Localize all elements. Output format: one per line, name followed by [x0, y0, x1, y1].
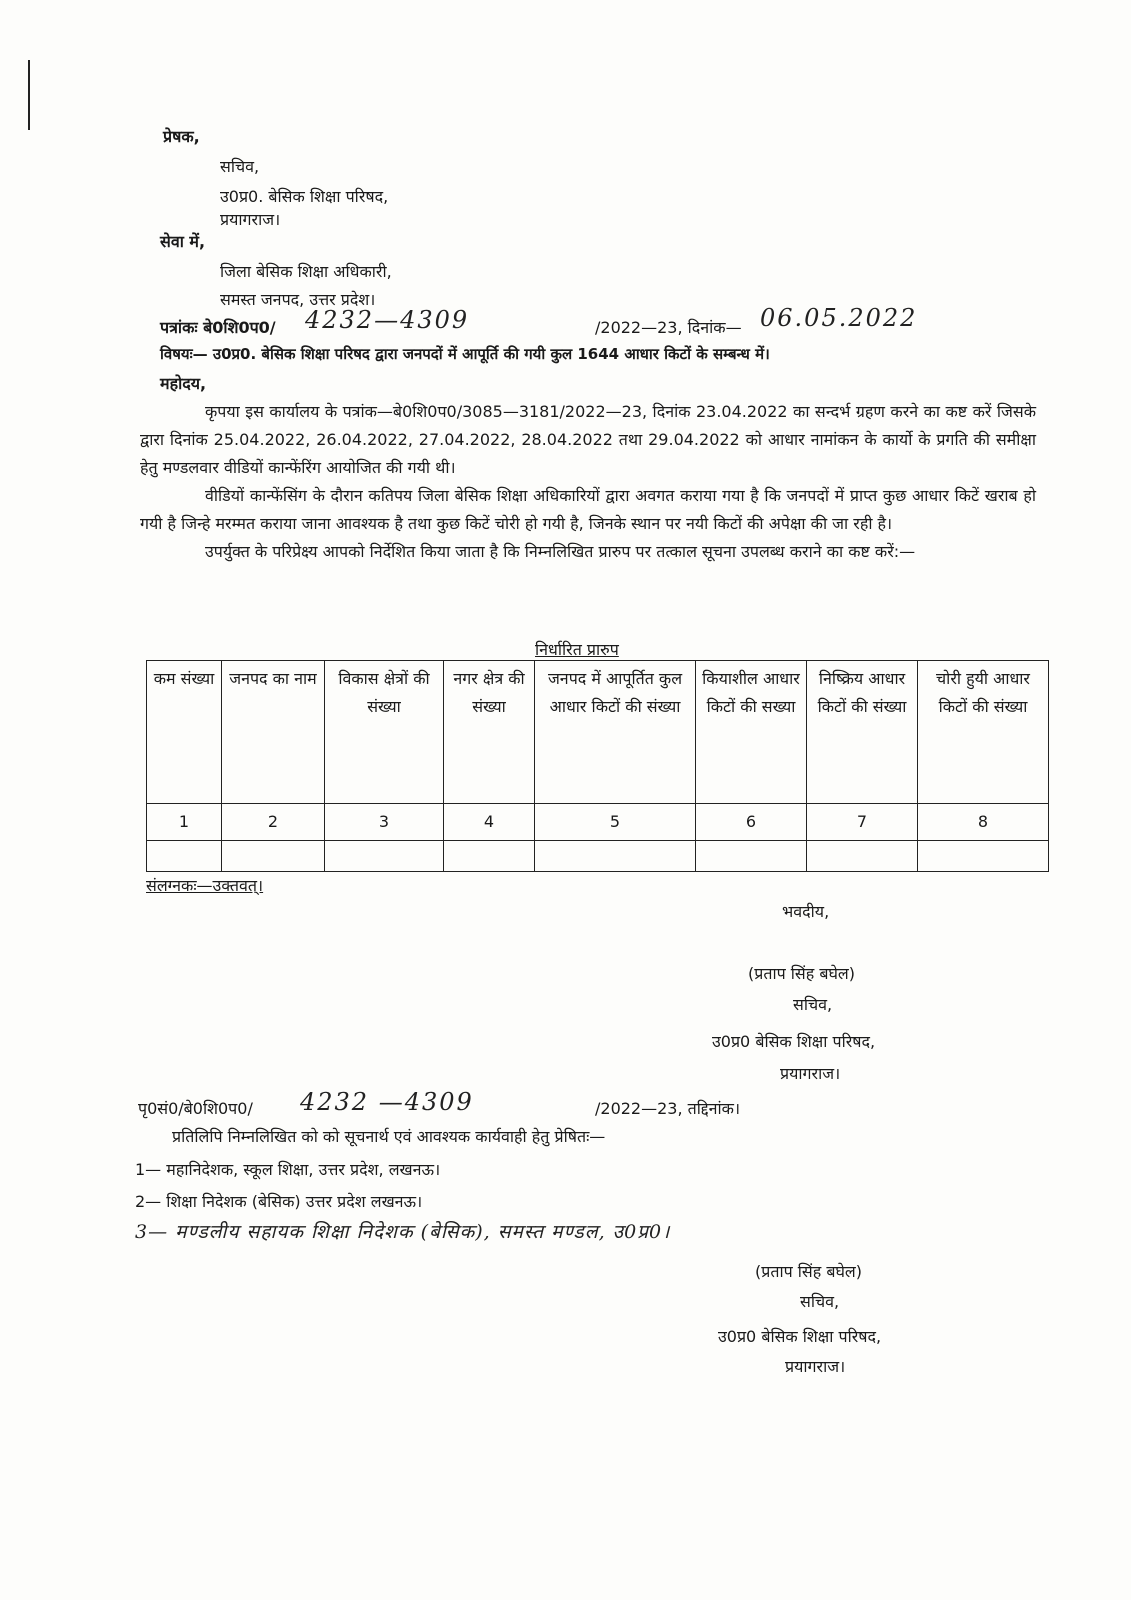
- header-blocks: विकास क्षेत्रों की संख्या: [325, 661, 444, 804]
- header-inactive-kits: निष्क्रिय आधार किटों की संख्या: [807, 661, 918, 804]
- col-number: 4: [444, 804, 535, 841]
- blank-cell: [147, 841, 222, 872]
- blank-cell: [918, 841, 1049, 872]
- blank-cell: [807, 841, 918, 872]
- signatory2-org: उ0प्र0 बेसिक शिक्षा परिषद,: [718, 1327, 882, 1346]
- recipient-line2: समस्त जनपद, उत्तर प्रदेश।: [220, 290, 376, 309]
- table-header-row: [147, 661, 1049, 804]
- signatory2-city: प्रयागराज।: [785, 1357, 846, 1376]
- subject: विषयः— उ0प्र0. बेसिक शिक्षा परिषद द्वारा जनपदों में आपूर्ति की गयी कुल 1644 आधार किटों के सम्बन्ध में।: [160, 345, 770, 363]
- copy-ref-year: /2022—23, तद्दिनांक।: [595, 1099, 741, 1118]
- signatory-name: (प्रताप सिंह बघेल): [748, 964, 856, 983]
- copy-ref-prefix: पृ0सं0/बे0शि0प0/: [138, 1099, 253, 1118]
- header-serial: कम संख्या: [147, 661, 222, 804]
- sender-label: प्रेषक,: [163, 127, 200, 146]
- signatory2-title: सचिव,: [800, 1292, 840, 1311]
- paragraph-1: कृपया इस कार्यालय के पत्रांक—बे0शि0प0/3085—3181/2022—23, दिनांक 23.04.2022 का सन्दर्भ ग्रहण करने का कष्ट करें जिसके द्वारा दिनांक 25.04.2022, 26.04.2022, 27.04.2022, 28.04.2022 तथा 29.04.2022 को आधार नामांकन के कार्यो के प्रगति की समीक्षा हेतु मण्डलवार वीडियों कान्फेंरिंग आयोजित की गयी थी।: [140, 402, 1036, 477]
- blank-cell: [325, 841, 444, 872]
- blank-cell: [535, 841, 696, 872]
- table-blank-row: [147, 841, 1049, 872]
- col-number: 8: [918, 804, 1049, 841]
- body-text: [140, 398, 1036, 566]
- prescribed-format-table: [146, 660, 1049, 872]
- header-active-kits: कियाशील आधार किटों की सख्या: [696, 661, 807, 804]
- col-number: 3: [325, 804, 444, 841]
- recipient-label: सेवा में,: [160, 232, 206, 251]
- ref-prefix: पत्रांकः बे0शि0प0/: [160, 318, 276, 337]
- col-number: 6: [696, 804, 807, 841]
- header-stolen-kits: चोरी हुयी आधार किटों की संख्या: [918, 661, 1049, 804]
- sender-city: प्रयागराज।: [220, 210, 281, 229]
- signatory-org: उ0प्र0 बेसिक शिक्षा परिषद,: [712, 1032, 876, 1051]
- salutation: महोदय,: [160, 374, 207, 393]
- sender-title: सचिव,: [220, 157, 260, 176]
- col-number: 2: [222, 804, 325, 841]
- signatory-title: सचिव,: [793, 995, 833, 1014]
- ref-date-handwritten: 06.05.2022: [760, 304, 918, 332]
- col-number: 7: [807, 804, 918, 841]
- copy-item-3-handwritten: 3— मण्डलीय सहायक शिक्षा निदेशक (बेसिक), समस्त मण्डल, उ0प्र0।: [135, 1221, 671, 1243]
- copy-intro: प्रतिलिपि निम्नलिखित को को सूचनार्थ एवं आवश्यक कार्यवाही हेतु प्रेषितः—: [172, 1127, 606, 1146]
- header-urban: नगर क्षेत्र की संख्या: [444, 661, 535, 804]
- recipient-line1: जिला बेसिक शिक्षा अधिकारी,: [220, 262, 392, 281]
- copy-item-2: 2— शिक्षा निदेशक (बेसिक) उत्तर प्रदेश लखनऊ।: [135, 1192, 423, 1211]
- blank-cell: [696, 841, 807, 872]
- header-district: जनपद का नाम: [222, 661, 325, 804]
- header-supplied-kits: जनपद में आपूर्तित कुल आधार किटों की संख्या: [535, 661, 696, 804]
- paragraph-2: वीडियों कान्फेंसिंग के दौरान कतिपय जिला बेसिक शिक्षा अधिकारियों द्वारा अवगत कराया गया है कि जनपदों में प्राप्त कुछ आधार किटें खराब हो गयी है जिन्हे मरम्मत कराया जाना आवश्यक है तथा कुछ किटें चोरी हो गयी है, जिनके स्थान पर नयी किटों की अपेक्षा की जा रही है।: [140, 486, 1036, 533]
- copy-ref-number-handwritten: 4232 —4309: [300, 1088, 474, 1116]
- enclosure: संलग्नकः—उक्तवत्।: [146, 876, 264, 895]
- blank-cell: [444, 841, 535, 872]
- ref-number-handwritten: 4232—4309: [305, 306, 470, 334]
- signatory-city: प्रयागराज।: [780, 1064, 841, 1083]
- col-number: 5: [535, 804, 696, 841]
- table-number-row: [147, 804, 1049, 841]
- table-title: निर्धारित प्रारुप: [535, 640, 619, 659]
- margin-mark: [28, 60, 30, 130]
- signatory2-name: (प्रताप सिंह बघेल): [755, 1262, 863, 1281]
- paragraph-3: उपर्युक्त के परिप्रेक्ष्य आपको निर्देशित किया जाता है कि निम्नलिखित प्रारुप पर तत्काल सूचना उपलब्ध कराने का कष्ट करें:—: [205, 542, 916, 561]
- sender-org: उ0प्र0. बेसिक शिक्षा परिषद,: [220, 187, 389, 206]
- col-number: 1: [147, 804, 222, 841]
- copy-item-1: 1— महानिदेशक, स्कूल शिक्षा, उत्तर प्रदेश, लखनऊ।: [135, 1160, 441, 1179]
- closing: भवदीय,: [782, 902, 830, 921]
- ref-year: /2022—23, दिनांक—: [595, 318, 742, 337]
- blank-cell: [222, 841, 325, 872]
